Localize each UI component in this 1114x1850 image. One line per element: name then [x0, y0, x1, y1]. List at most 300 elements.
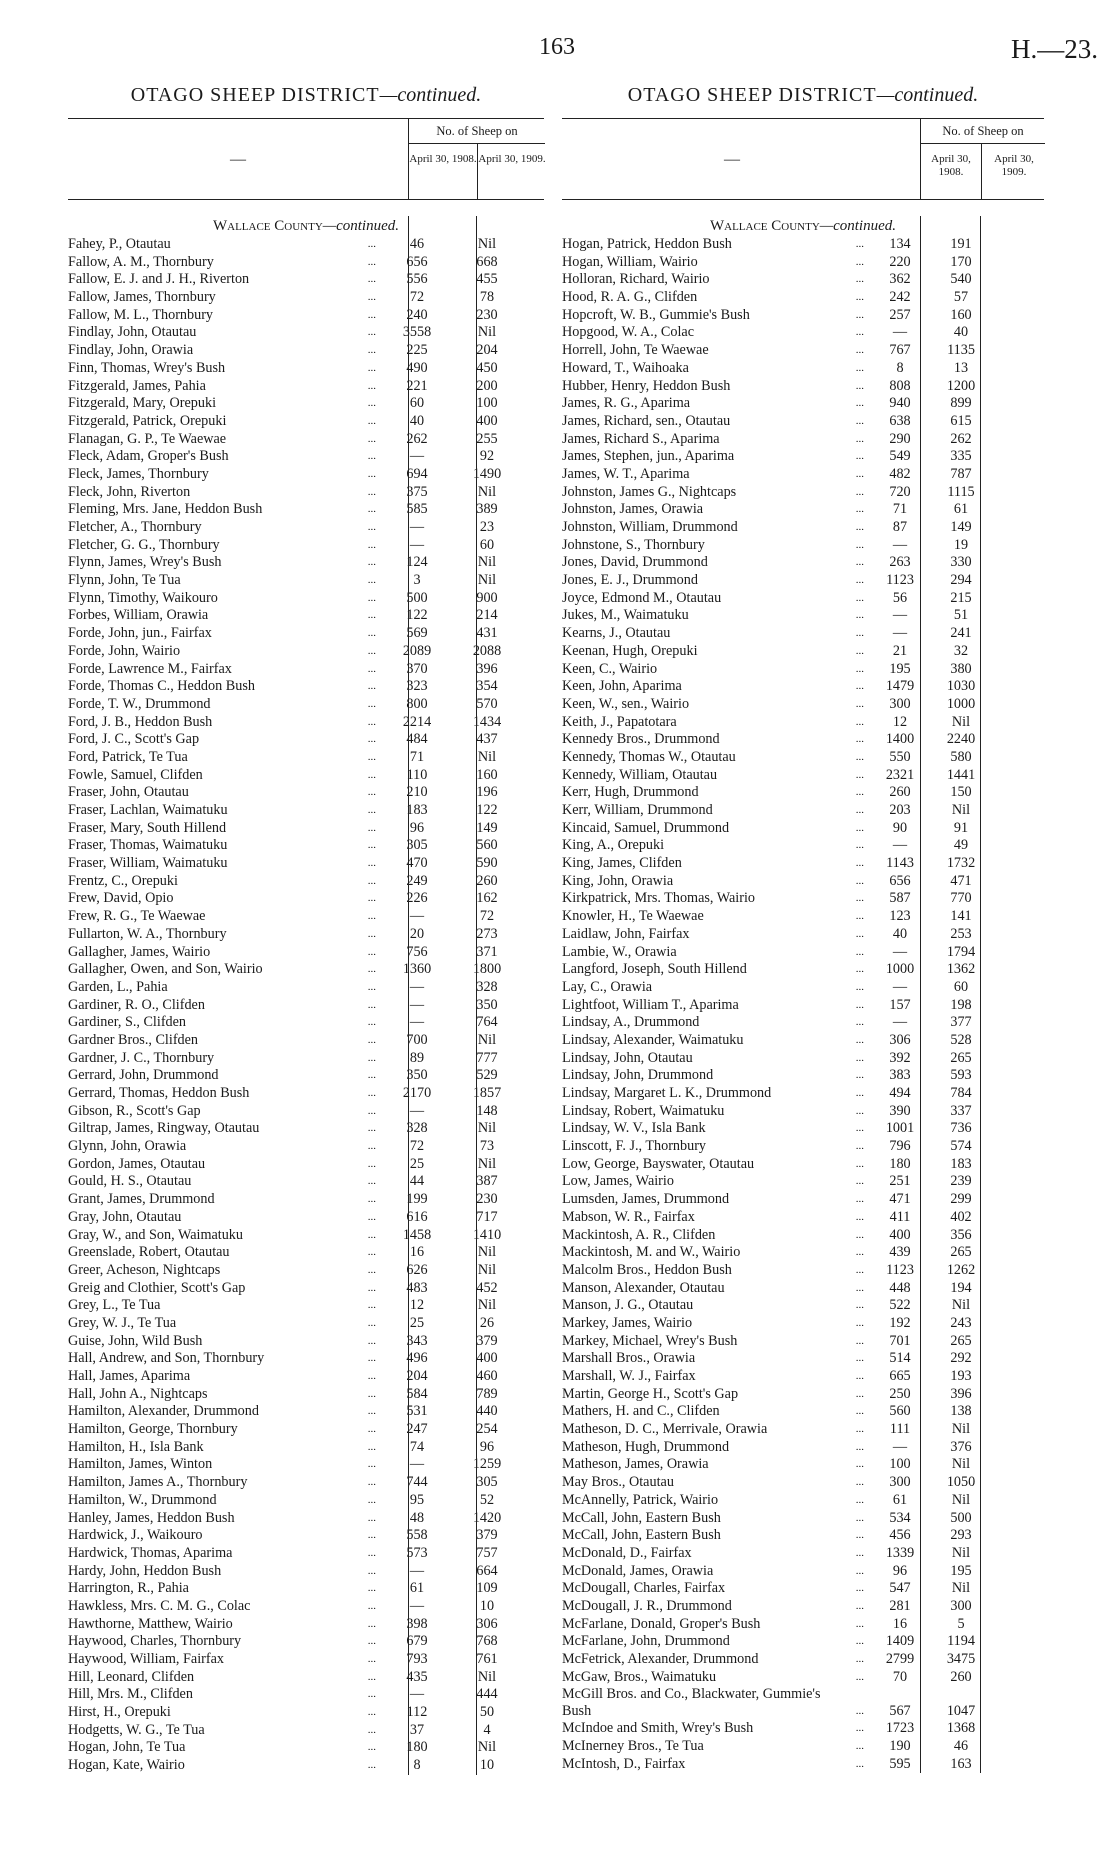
sheep-count-1908: —	[409, 448, 425, 465]
owner-name: Guise, John, Wild Bush	[68, 1332, 203, 1349]
owner-name: Ford, J. B., Heddon Bush	[68, 713, 213, 730]
leader-dots: ...	[855, 1511, 864, 1524]
sheep-count-1909: 1135	[947, 342, 975, 359]
table-row	[562, 1315, 1044, 1333]
owner-name: Fleck, James, Thornbury	[68, 465, 209, 482]
table-row	[68, 1032, 544, 1050]
group-header-label: No. of Sheep on	[409, 119, 545, 144]
sheep-count-1908: 110	[406, 766, 428, 783]
table-row	[68, 1333, 544, 1351]
leader-dots: ...	[855, 1670, 864, 1683]
sheep-count-1908: 100	[889, 1456, 911, 1473]
owner-name: King, John, Orawia	[562, 872, 674, 889]
table-row	[562, 1633, 1044, 1651]
owner-name: McFarlane, Donald, Groper's Bush	[562, 1615, 761, 1632]
owner-name: Frew, R. G., Te Waewae	[68, 908, 206, 925]
owner-name: Hopgood, W. A., Colac	[562, 324, 695, 341]
sheep-count-1909: 149	[476, 819, 498, 836]
sheep-count-1908: 71	[892, 501, 908, 518]
table-row	[562, 501, 1044, 519]
leader-dots: ...	[855, 574, 864, 587]
owner-name: Mackintosh, M. and W., Wairio	[562, 1244, 741, 1261]
sheep-count-1909: 1420	[472, 1509, 502, 1526]
sheep-count-1908: 134	[889, 236, 911, 252]
sheep-count-1908: 16	[892, 1615, 908, 1632]
sheep-count-1908: 250	[889, 1385, 911, 1402]
leader-dots: ...	[855, 1564, 864, 1577]
sheep-count-header	[920, 119, 1045, 199]
leader-dots: ...	[855, 662, 864, 675]
owner-name: Hirst, H., Orepuki	[68, 1704, 171, 1721]
table-row	[562, 661, 1044, 679]
table-row	[562, 1120, 1044, 1138]
page-reference: H.—23.	[1011, 34, 1098, 64]
owner-name: Keenan, Hugh, Orepuki	[562, 642, 698, 659]
sheep-count-1908: 44	[409, 1173, 425, 1190]
owner-name: Hamilton, W., Drummond	[68, 1491, 217, 1508]
sheep-count-1909: 57	[953, 289, 969, 306]
sheep-count-1908: 531	[406, 1403, 428, 1420]
owner-name: Fahey, P., Otautau	[68, 236, 171, 252]
owner-name: McCall, John, Eastern Bush	[562, 1509, 721, 1526]
sheep-count-1909: 4	[483, 1721, 491, 1738]
sheep-count-1908: 482	[889, 465, 911, 482]
sheep-count-1909: Nil	[477, 1120, 497, 1137]
sheep-count-1909: 1732	[946, 855, 976, 872]
owner-name: Keith, J., Papatotara	[562, 713, 677, 730]
owner-name: Lambie, W., Orawia	[562, 943, 677, 960]
leader-dots: ...	[367, 963, 376, 976]
owner-name: Kennedy, Thomas W., Otautau	[562, 748, 736, 765]
leader-dots: ...	[367, 1564, 376, 1577]
sheep-count-1908: 1143	[886, 855, 914, 872]
leader-dots: ...	[855, 1087, 864, 1099]
leader-dots: ...	[367, 1493, 376, 1506]
sheep-count-1909: 1362	[946, 961, 976, 978]
sheep-count-1909: 455	[476, 271, 498, 288]
table-row	[562, 837, 1044, 855]
sheep-count-1909: 214	[476, 607, 498, 624]
table-row	[562, 961, 1044, 979]
leader-dots: ...	[855, 804, 864, 816]
leader-dots: ...	[367, 1316, 376, 1329]
sheep-count-1908: 60	[409, 395, 425, 412]
leader-dots: ...	[855, 1246, 864, 1259]
sheep-count-1908: 2214	[402, 713, 432, 730]
table-row	[68, 784, 544, 802]
leader-dots: ...	[367, 892, 376, 905]
owner-name: James, Richard, sen., Otautau	[562, 412, 731, 429]
sheep-count-1908: 350	[406, 1067, 428, 1084]
owner-name: Gallagher, James, Wairio	[68, 943, 211, 960]
sheep-count-1908: 123	[889, 908, 911, 925]
owner-name: Langford, Joseph, South Hillend	[562, 961, 747, 978]
leader-dots: ...	[855, 556, 864, 569]
sheep-count-1908: 96	[892, 1562, 908, 1579]
leader-dots: ...	[855, 291, 864, 304]
sheep-count-1909: 50	[479, 1704, 495, 1721]
sheep-count-1908: —	[892, 536, 908, 553]
leader-dots: ...	[855, 1582, 864, 1595]
owner-name: Fallow, James, Thornbury	[68, 289, 216, 306]
sheep-count-1909: 243	[950, 1314, 972, 1331]
sheep-count-1909: Nil	[477, 324, 497, 341]
sheep-count-1909: 380	[950, 660, 972, 677]
owner-name: Marshall Bros., Orawia	[562, 1350, 696, 1367]
table-row	[562, 607, 1044, 625]
owner-name: Hamilton, James A., Thornbury	[68, 1474, 248, 1491]
leader-dots: ...	[367, 414, 376, 427]
leader-dots: ...	[855, 521, 864, 533]
owner-name: Fletcher, G. G., Thornbury	[68, 536, 220, 553]
col-header-1909: April 30, 1909.	[477, 143, 546, 199]
sheep-count-1908: —	[409, 1597, 425, 1614]
leader-dots: ...	[367, 1281, 376, 1294]
owner-name: Fraser, Thomas, Waimatuku	[68, 837, 228, 854]
sheep-count-1908: —	[409, 1102, 425, 1119]
sheep-count-1908: 247	[406, 1421, 428, 1438]
owner-name: Jones, David, Drummond	[562, 554, 708, 571]
leader-dots: ...	[855, 945, 864, 958]
sheep-count-1908: 192	[889, 1314, 911, 1331]
sheep-count-1909: 452	[476, 1279, 498, 1296]
sheep-count-1909: Nil	[951, 1491, 971, 1508]
sheep-count-1908: 61	[892, 1491, 908, 1508]
owner-name: Matheson, D. C., Merrivale, Orawia	[562, 1421, 768, 1438]
leader-dots: ...	[367, 1370, 376, 1382]
table-row	[562, 997, 1044, 1015]
sheep-count-1908: 251	[889, 1173, 911, 1190]
sheep-count-1908: 558	[406, 1527, 428, 1544]
owner-name: Fleck, Adam, Groper's Bush	[68, 448, 229, 465]
sheep-count-1909: 46	[953, 1738, 969, 1755]
owner-name: Lightfoot, William T., Aparima	[562, 996, 739, 1013]
owner-name: Kennedy, William, Otautau	[562, 766, 718, 783]
sheep-count-1909: Nil	[477, 1739, 497, 1756]
owner-name: McAnnelly, Patrick, Wairio	[562, 1491, 719, 1508]
sheep-count-1909: 60	[953, 978, 969, 995]
sheep-count-1909: 1200	[946, 377, 976, 394]
leader-dots: ...	[367, 1193, 376, 1206]
owner-name: Fleck, John, Riverton	[68, 483, 191, 500]
table-row	[562, 820, 1044, 838]
owner-name: Linscott, F. J., Thornbury	[562, 1138, 707, 1155]
leader-dots: ...	[367, 1157, 376, 1170]
sheep-count-1908: 793	[406, 1651, 428, 1667]
sheep-count-1908: 1339	[885, 1544, 915, 1561]
table-row	[68, 926, 544, 944]
table-row	[562, 1421, 1044, 1439]
table-row	[68, 1067, 544, 1085]
sheep-count-1909: 293	[950, 1527, 972, 1544]
sheep-count-1908: 343	[406, 1332, 428, 1349]
leader-dots: ...	[855, 927, 864, 940]
sheep-count-1909: 590	[476, 855, 498, 872]
leader-dots: ...	[367, 1122, 376, 1135]
table-row	[562, 378, 1044, 396]
owner-name: Johnstone, S., Thornbury	[562, 536, 705, 553]
sheep-count-1908: 435	[406, 1668, 428, 1685]
sheep-count-1909: 529	[476, 1067, 498, 1084]
leader-dots: ...	[367, 715, 376, 728]
owner-name: Matheson, Hugh, Drummond	[562, 1438, 730, 1455]
owner-name: Fleming, Mrs. Jane, Heddon Bush	[68, 501, 263, 518]
sheep-count-1909: 72	[479, 908, 495, 925]
leader-dots: ...	[367, 768, 376, 781]
sheep-count-1908: 71	[409, 748, 425, 765]
table-row	[562, 519, 1044, 537]
table-row	[68, 572, 544, 590]
sheep-count-1909: 19	[953, 536, 969, 553]
sheep-count-1909: Nil	[951, 1297, 971, 1314]
sheep-count-1908: 72	[409, 289, 425, 306]
owner-name: May Bros., Otautau	[562, 1474, 674, 1491]
leader-dots: ...	[367, 1263, 376, 1276]
table-row	[562, 236, 1044, 254]
county-continued: —continued.	[322, 218, 400, 234]
sheep-count-1908: 46	[409, 236, 425, 252]
sheep-count-1908: 157	[889, 996, 911, 1013]
sheep-count-1908: 220	[889, 253, 911, 270]
leader-dots: ...	[367, 804, 376, 816]
owner-name: Lay, C., Orawia	[562, 978, 653, 995]
table-row	[68, 1439, 544, 1457]
column-rule	[408, 216, 409, 1775]
sheep-count-1908: 496	[406, 1350, 428, 1367]
sheep-count-1908: 203	[889, 802, 911, 818]
sheep-count-1908: 16	[409, 1244, 425, 1261]
leader-dots: ...	[855, 467, 864, 480]
leader-dots: ...	[367, 1299, 376, 1312]
owner-name: Fraser, John, Otautau	[68, 784, 189, 801]
sheep-count-1909: 717	[476, 1208, 498, 1225]
sheep-count-1908: 584	[406, 1385, 428, 1402]
sheep-count-1908: 940	[889, 395, 911, 412]
table-row	[68, 466, 544, 484]
sheep-count-1909: 328	[476, 978, 498, 995]
leader-dots: ...	[855, 538, 864, 551]
table-row	[68, 979, 544, 997]
table-row	[562, 572, 1044, 590]
table-row	[68, 1633, 544, 1651]
section-title-text: OTAGO SHEEP DISTRICT	[130, 84, 380, 106]
sheep-count-1909: 260	[950, 1668, 972, 1685]
owner-name: Hawthorne, Matthew, Wairio	[68, 1615, 233, 1632]
sheep-count-1908: —	[409, 519, 425, 535]
sheep-count-1909: 160	[950, 306, 972, 323]
table-row	[562, 590, 1044, 608]
owner-name: Kennedy Bros., Drummond	[562, 731, 720, 748]
sheep-count-1909: Nil	[951, 713, 971, 730]
sheep-count-1908: —	[892, 625, 908, 642]
sheep-count-1909: Nil	[477, 1297, 497, 1314]
table-row	[562, 537, 1044, 555]
owner-name: Hardwick, J., Waikouro	[68, 1527, 203, 1544]
owner-name: Garden, L., Pahia	[68, 978, 168, 995]
table-row	[68, 873, 544, 891]
sheep-count-1908: 701	[889, 1332, 911, 1349]
table-row	[562, 1191, 1044, 1209]
sheep-count-1909: Nil	[951, 1580, 971, 1597]
owner-name: Fletcher, A., Thornbury	[68, 519, 202, 535]
sheep-count-1909: 580	[950, 748, 972, 765]
sheep-count-1909: 764	[476, 1014, 498, 1031]
leader-dots: ...	[855, 733, 864, 746]
table-row	[68, 820, 544, 838]
leader-dots: ...	[367, 980, 376, 993]
sheep-count-1909: 668	[476, 253, 498, 270]
sheep-count-1909: 78	[479, 289, 495, 306]
sheep-count-1909: 1050	[946, 1474, 976, 1491]
sheep-count-1909: 305	[476, 1474, 498, 1491]
sheep-count-1909: 52	[479, 1491, 495, 1508]
sheep-count-1909: 1262	[946, 1261, 976, 1278]
sheep-count-1909: 92	[479, 448, 495, 465]
leader-dots: ...	[367, 556, 376, 569]
sheep-count-1909: 757	[476, 1544, 498, 1561]
sheep-count-1909: 253	[950, 925, 972, 942]
sheep-count-1908: 484	[406, 731, 428, 748]
owner-name: Marshall, W. J., Fairfax	[562, 1368, 696, 1384]
table-row	[68, 696, 544, 714]
owner-name: Hood, R. A. G., Clifden	[562, 289, 698, 306]
leader-dots: ...	[367, 1246, 376, 1259]
owner-name: Malcolm Bros., Heddon Bush	[562, 1261, 732, 1278]
sheep-count-1908: 500	[406, 589, 428, 606]
sheep-count-1909: 5	[957, 1615, 965, 1632]
leader-dots: ...	[367, 450, 376, 463]
sheep-count-1909: 294	[950, 572, 972, 589]
owner-name: Fitzgerald, Patrick, Orepuki	[68, 412, 227, 429]
table-row	[562, 1686, 1044, 1720]
owner-name: Findlay, John, Orawia	[68, 342, 194, 359]
sheep-count-1909: 387	[476, 1173, 498, 1190]
owner-name: Fitzgerald, Mary, Orepuki	[68, 395, 217, 412]
leader-dots: ...	[855, 1122, 864, 1135]
sheep-count-1909: 49	[953, 837, 969, 854]
leader-dots: ...	[855, 414, 864, 427]
table-row	[562, 1227, 1044, 1245]
sheep-count-1908: 323	[406, 678, 428, 695]
sheep-count-1908: 616	[406, 1208, 428, 1225]
owner-name: Fallow, A. M., Thornbury	[68, 253, 214, 270]
sheep-count-1908: 195	[889, 660, 911, 677]
owner-name: Lindsay, W. V., Isla Bank	[562, 1120, 706, 1137]
leader-dots: ...	[367, 1051, 376, 1064]
sheep-count-1908: 281	[889, 1597, 911, 1614]
table-row	[562, 1173, 1044, 1191]
leader-dots: ...	[855, 1423, 864, 1436]
leader-dots: ...	[855, 1140, 864, 1153]
owner-name: Grey, W. J., Te Tua	[68, 1314, 177, 1331]
sheep-count-1908: 514	[889, 1350, 911, 1367]
owner-name: Fraser, Lachlan, Waimatuku	[68, 802, 228, 818]
sheep-count-1908: —	[892, 943, 908, 960]
table-row	[562, 1510, 1044, 1528]
leader-dots: ...	[855, 1104, 864, 1117]
leader-dots: ...	[855, 697, 864, 710]
table-row	[68, 289, 544, 307]
sheep-count-1908: 756	[406, 943, 428, 960]
owner-name: Forbes, William, Orawia	[68, 607, 209, 624]
owner-name: Glynn, John, Orawia	[68, 1138, 187, 1155]
owner-name: Fullarton, W. A., Thornbury	[68, 925, 227, 942]
owner-name: King, A., Orepuki	[562, 837, 665, 854]
section-title	[562, 80, 1044, 118]
sheep-count-1908: 21	[892, 642, 908, 659]
table-row	[562, 1244, 1044, 1262]
leader-dots: ...	[855, 1316, 864, 1329]
table-row	[68, 271, 544, 289]
table-row	[68, 1350, 544, 1368]
table-row	[68, 908, 544, 926]
table-row	[562, 749, 1044, 767]
leader-dots: ...	[367, 1087, 376, 1099]
sheep-count-1909: 2088	[472, 642, 502, 659]
sheep-count-1908: 95	[409, 1491, 425, 1508]
left-column	[68, 80, 544, 1775]
leader-dots: ...	[367, 1334, 376, 1347]
leader-dots: ...	[855, 1228, 864, 1241]
sheep-count-1909: 899	[950, 395, 972, 412]
leader-dots: ...	[855, 1263, 864, 1276]
leader-dots: ...	[855, 1281, 864, 1294]
sheep-count-1909: 570	[476, 695, 498, 712]
table-row	[562, 554, 1044, 572]
owner-name: Lindsay, John, Otautau	[562, 1049, 693, 1066]
table-row	[68, 1510, 544, 1528]
table-row	[68, 1386, 544, 1404]
table-row	[68, 1669, 544, 1687]
sheep-count-1909: 784	[950, 1085, 972, 1101]
sheep-count-1908: 225	[406, 342, 428, 359]
owner-name: Forde, Lawrence M., Fairfax	[68, 660, 232, 677]
leader-dots: ...	[855, 963, 864, 976]
sheep-count-1908: 796	[889, 1138, 911, 1155]
table-row	[562, 1209, 1044, 1227]
owner-name: Flynn, Timothy, Waikouro	[68, 589, 218, 606]
sheep-count-1909: 350	[476, 996, 498, 1013]
sheep-count-1909: 10	[479, 1597, 495, 1614]
leader-dots: ...	[367, 1546, 376, 1559]
owner-name: Grant, James, Drummond	[68, 1191, 215, 1208]
sheep-count-1908: 305	[406, 837, 428, 854]
owner-name: Gardiner, R. O., Clifden	[68, 996, 205, 1013]
owner-name: Knowler, H., Te Waewae	[562, 908, 704, 925]
leader-dots: ...	[367, 1635, 376, 1648]
leader-dots: ...	[367, 786, 376, 799]
sheep-count-1909: 400	[476, 1350, 498, 1367]
sheep-count-1908: 560	[889, 1403, 911, 1420]
leader-dots: ...	[855, 609, 864, 622]
sheep-count-1909: 379	[476, 1527, 498, 1544]
owner-name: McInerney Bros., Te Tua	[562, 1738, 704, 1755]
table-row	[562, 1456, 1044, 1474]
leader-dots: ...	[855, 980, 864, 993]
leader-dots: ...	[855, 1546, 864, 1559]
leader-dots: ...	[855, 1405, 864, 1418]
sheep-count-1909: 265	[950, 1049, 972, 1066]
leader-dots: ...	[855, 344, 864, 357]
sheep-count-1909: Nil	[477, 483, 497, 500]
owner-name: Gerrard, Thomas, Heddon Bush	[68, 1085, 250, 1101]
table-row	[562, 324, 1044, 342]
sheep-count-1908: 8	[413, 1757, 421, 1774]
sheep-count-1909: 437	[476, 731, 498, 748]
owner-name: McDonald, James, Orawia	[562, 1562, 714, 1579]
leader-dots: ...	[855, 910, 864, 923]
owner-name: Fitzgerald, James, Pahia	[68, 377, 206, 394]
